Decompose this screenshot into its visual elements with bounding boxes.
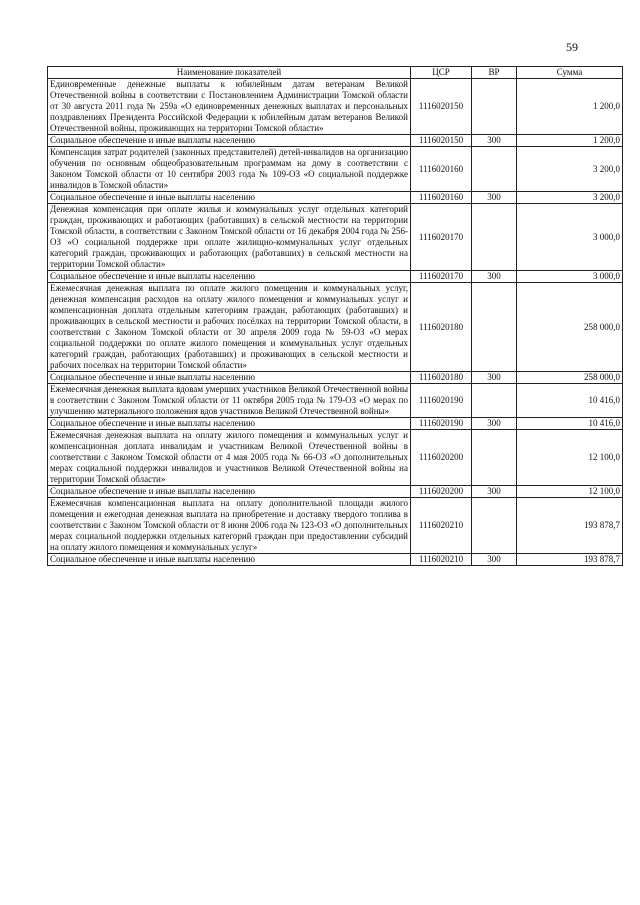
row-sum: 10 416,0 [517, 418, 623, 430]
column-header-vr: ВР [472, 67, 517, 79]
table-row [48, 283, 623, 372]
column-header-name: Наименование показателей [48, 67, 411, 79]
table-row [48, 192, 623, 204]
row-sum: 193 878,7 [517, 498, 623, 554]
row-sum: 1 200,0 [517, 79, 623, 135]
row-vr [472, 204, 517, 271]
table-row [48, 271, 623, 283]
page-number: 59 [566, 40, 578, 54]
row-name: Социальное обеспечение и иные выплаты населению [48, 554, 411, 566]
row-csr: 1116020160 [411, 192, 472, 204]
row-name: Ежемесячная денежная выплата вдовам умерших участников Великой Отечественной войны в соответствии с Законом Томской области от 11 октября 2005 года № 179-ОЗ «О мерах по улучшению материального положения вдов участников Великой Отечественной войны» [48, 384, 411, 418]
table-row [48, 135, 623, 147]
row-vr [472, 147, 517, 192]
row-csr: 1116020200 [411, 486, 472, 498]
budget-table [47, 66, 623, 566]
row-sum: 193 878,7 [517, 554, 623, 566]
row-csr: 1116020190 [411, 418, 472, 430]
table-row [48, 486, 623, 498]
row-sum: 3 200,0 [517, 192, 623, 204]
row-name: Социальное обеспечение и иные выплаты населению [48, 486, 411, 498]
table-body [48, 79, 623, 566]
row-sum: 3 000,0 [517, 271, 623, 283]
table-row [48, 554, 623, 566]
row-vr: 300 [472, 271, 517, 283]
row-name: Социальное обеспечение и иные выплаты населению [48, 271, 411, 283]
column-header-sum: Сумма [517, 67, 623, 79]
row-name: Ежемесячная денежная выплата по оплате жилого помещения и коммунальных услуг, денежная компенсация расходов на оплату жилого помещения и коммунальных услуг и компенсационная доплата отдельным категориям граждан, работающих (работавших) и проживающих в сельской местности и рабочих посёлках на территории Томской области, в соответствии с Законом Томской области от 30 апреля 2009 года № 59-ОЗ «О мерах социальной поддержки по оплате жилого помещения и коммунальных услуг отдельных категорий граждан, работающих (работавших) и проживающих в сельской местности и рабочих поселках на территории Томской области» [48, 283, 411, 372]
row-csr: 1116020200 [411, 430, 472, 486]
row-name: Социальное обеспечение и иные выплаты населению [48, 192, 411, 204]
row-csr: 1116020210 [411, 554, 472, 566]
table-row [48, 498, 623, 554]
row-csr: 1116020170 [411, 271, 472, 283]
row-vr: 300 [472, 554, 517, 566]
row-vr [472, 498, 517, 554]
row-sum: 10 416,0 [517, 384, 623, 418]
row-vr: 300 [472, 192, 517, 204]
row-sum: 1 200,0 [517, 135, 623, 147]
row-vr [472, 430, 517, 486]
row-vr: 300 [472, 372, 517, 384]
row-sum: 12 100,0 [517, 486, 623, 498]
row-vr: 300 [472, 486, 517, 498]
row-vr: 300 [472, 418, 517, 430]
row-vr [472, 79, 517, 135]
row-csr: 1116020150 [411, 135, 472, 147]
row-name: Единовременные денежные выплаты к юбилейным датам ветеранам Великой Отечественной войны в соответствии с Постановлением Администрации Томской области от 30 августа 2011 года № 259а «О единовременных денежных выплатах и персональных поздравлениях Президента Российской Федерации к юбилейным датам ветеранов Великой Отечественной войны, проживающих на территории Томской области» [48, 79, 411, 135]
table-row [48, 430, 623, 486]
row-name: Ежемесячная денежная выплата на оплату жилого помещения и коммунальных услуг и компенсационная доплата инвалидам и участникам Великой Отечественной войны в соответствии с Законом Томской области от 4 мая 2005 года № 66-ОЗ «О дополнительных мерах социальной поддержки инвалидов и участников Великой Отечественной войны на территории Томской области» [48, 430, 411, 486]
row-vr: 300 [472, 135, 517, 147]
row-csr: 1116020170 [411, 204, 472, 271]
row-sum: 258 000,0 [517, 283, 623, 372]
row-name: Социальное обеспечение и иные выплаты населению [48, 372, 411, 384]
table-row [48, 79, 623, 135]
row-sum: 3 200,0 [517, 147, 623, 192]
row-csr: 1116020180 [411, 283, 472, 372]
row-name: Ежемесячная компенсационная выплата на оплату дополнительной площади жилого помещения и ежегодная денежная выплата на приобретение и доставку твердого топлива в соответствии с Законом Томской области от 8 июня 2006 года № 123-ОЗ «О дополнительных мерах социальной поддержки отдельных категорий граждан при предоставлении субсидий на оплату жилого помещения и коммунальных услуг» [48, 498, 411, 554]
row-vr [472, 384, 517, 418]
row-name: Социальное обеспечение и иные выплаты населению [48, 135, 411, 147]
table-row [48, 147, 623, 192]
row-vr [472, 283, 517, 372]
table-row [48, 204, 623, 271]
row-csr: 1116020160 [411, 147, 472, 192]
row-csr: 1116020190 [411, 384, 472, 418]
column-header-csr: ЦСР [411, 67, 472, 79]
row-sum: 3 000,0 [517, 204, 623, 271]
row-sum: 12 100,0 [517, 430, 623, 486]
row-name: Денежная компенсация при оплате жилья и коммунальных услуг отдельных категорий граждан, проживающих и работающих (работавших) в сельской местности на территории Томской области, в соответствии с Законом Томской области от 16 декабря 2004 года № 256-ОЗ «О социальной поддержке при оплате жилищно-коммунальных услуг отдельных категорий граждан, проживающих и работающих (работавших) в сельской местности на территории Томской области» [48, 204, 411, 271]
table-row [48, 418, 623, 430]
row-csr: 1116020150 [411, 79, 472, 135]
row-csr: 1116020210 [411, 498, 472, 554]
row-csr: 1116020180 [411, 372, 472, 384]
row-name: Компенсация затрат родителей (законных представителей) детей-инвалидов на организацию обучения по основным общеобразовательным программам на дому в соответствии с Законом Томской области от 10 сентября 2003 года № 109-ОЗ «О социальной поддержке инвалидов в Томской области» [48, 147, 411, 192]
table-row [48, 372, 623, 384]
table-row [48, 384, 623, 418]
table-header [48, 67, 623, 79]
row-sum: 258 000,0 [517, 372, 623, 384]
row-name: Социальное обеспечение и иные выплаты населению [48, 418, 411, 430]
header-row [48, 67, 623, 79]
